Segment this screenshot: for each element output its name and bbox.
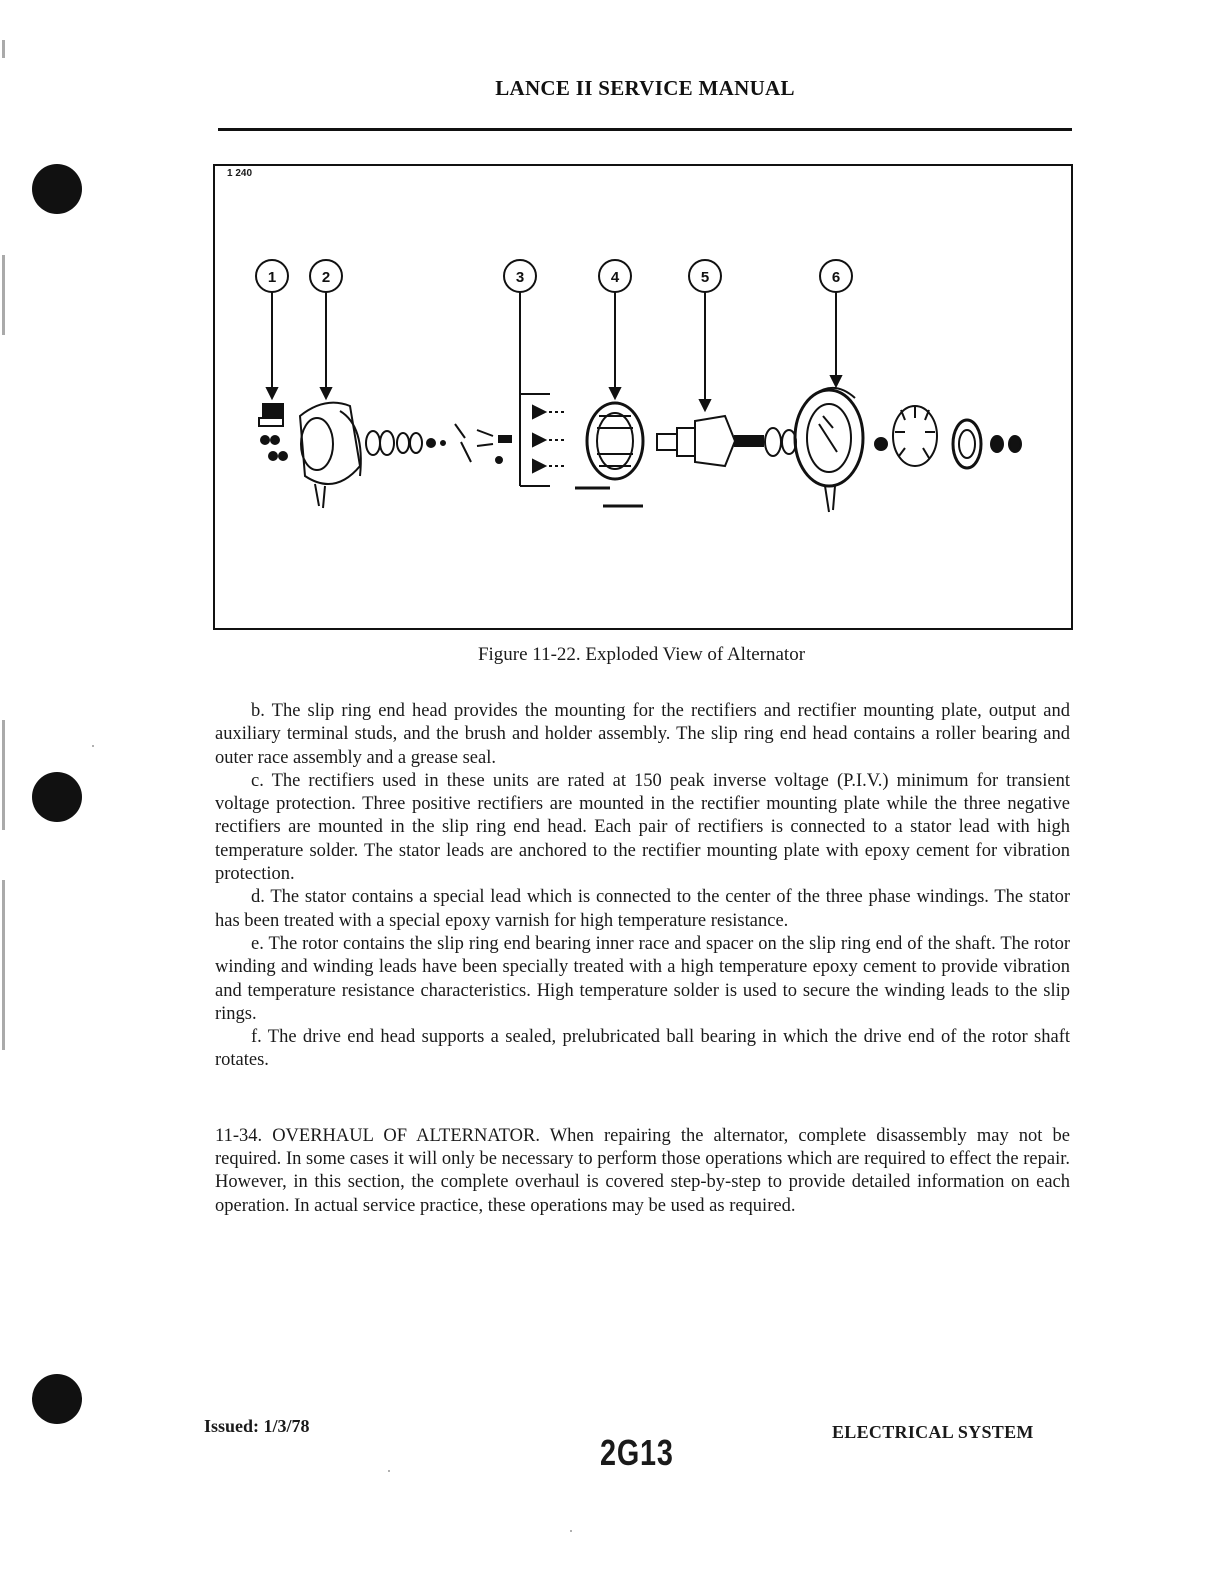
hardware-parts — [366, 424, 511, 463]
paragraph-c: c. The rectifiers used in these units are rated at 150 peak inverse voltage (P.I.V.) minimum for transient voltage protection. Three positive rectifiers are mounted in the rectifier mounting plate while the three negative rectifiers are mounted in the slip ring end head. Each pair of rectifiers is connected to a stator lead with high temperature solder. The stator leads are anchored to the rectifier mounting plate with epoxy cement for vibration protection. — [215, 770, 1070, 885]
figure-id: 1 240 — [227, 168, 253, 179]
rotor-part — [657, 416, 796, 466]
rectifier-parts — [533, 406, 567, 472]
callout-1 — [256, 260, 288, 398]
scan-speck — [570, 1530, 572, 1532]
section-overhaul-of-alternator: 11-34. OVERHAUL OF ALTERNATOR. When repairing the alternator, complete disassembly may not be required. In some cases it will only be necessary to perform those operations which are required to effect the repair. However, in this section, the complete overhaul is covered step-by-step to provide detailed information on each operation. In actual service practice, these operations may be used as required. — [215, 1125, 1070, 1216]
alternator-exploded-view — [215, 166, 1071, 628]
callout-label: 5 — [700, 269, 710, 286]
stator-part — [575, 403, 643, 506]
paragraph-d: d. The stator contains a special lead which is connected to the center of the three phase windings. The stator has been treated with a special epoxy varnish for high temperature resistance. — [215, 887, 1070, 931]
footer-issued-date: Issued: 1/3/78 — [204, 1416, 310, 1436]
callout-label: 1 — [267, 269, 277, 286]
scan-edge-mark — [2, 255, 5, 335]
footer-section-name: ELECTRICAL SYSTEM — [832, 1422, 1034, 1442]
paragraph-f: f. The drive end head supports a sealed, prelubricated ball bearing in which the drive end of the rotor shaft rotates. — [215, 1027, 1070, 1071]
header-rule — [218, 128, 1072, 131]
callout-5 — [689, 260, 721, 410]
callout-label: 4 — [610, 269, 620, 286]
figure-frame — [213, 164, 1073, 630]
callout-label: 2 — [321, 269, 331, 286]
fan-pulley-parts — [875, 406, 1021, 468]
callout-6 — [820, 260, 852, 386]
paragraph-e: e. The rotor contains the slip ring end bearing inner race and spacer on the slip ring end of the shaft. The rotor winding and winding leads have been specially treated with a high temperature epoxy cement to provide vibration and temperature resistance characteristics. High temperature solder is used to secure the winding leads to the slip rings. — [215, 933, 1070, 1024]
body-text — [215, 700, 1070, 1218]
punch-hole-top — [32, 164, 82, 214]
drive-end-head-part — [795, 388, 863, 512]
paragraph-b: b. The slip ring end head provides the mounting for the rectifiers and rectifier mounting plate, output and auxiliary terminal studs, and the brush and holder assembly. The slip ring end head contains a roller bearing and outer race assembly and a grease seal. — [215, 701, 1070, 768]
callout-3 — [504, 260, 550, 486]
scan-edge-mark — [2, 720, 5, 830]
figure-caption: Figure 11-22. Exploded View of Alternator — [477, 644, 806, 665]
scan-edge-mark — [2, 40, 5, 58]
punch-hole-bottom — [32, 1374, 82, 1424]
callout-label: 6 — [831, 269, 841, 286]
footer-page-number: 2G13 — [600, 1432, 674, 1473]
callout-2 — [310, 260, 342, 398]
brush-holder-part — [259, 404, 287, 460]
callout-label: 3 — [515, 269, 525, 286]
slip-ring-end-head-part — [300, 403, 361, 508]
scan-speck — [92, 745, 94, 747]
scan-speck — [388, 1470, 390, 1472]
callout-4 — [599, 260, 631, 398]
scan-edge-mark — [2, 880, 5, 1050]
page-header-title: LANCE II SERVICE MANUAL — [495, 76, 795, 100]
punch-hole-middle — [32, 772, 82, 822]
